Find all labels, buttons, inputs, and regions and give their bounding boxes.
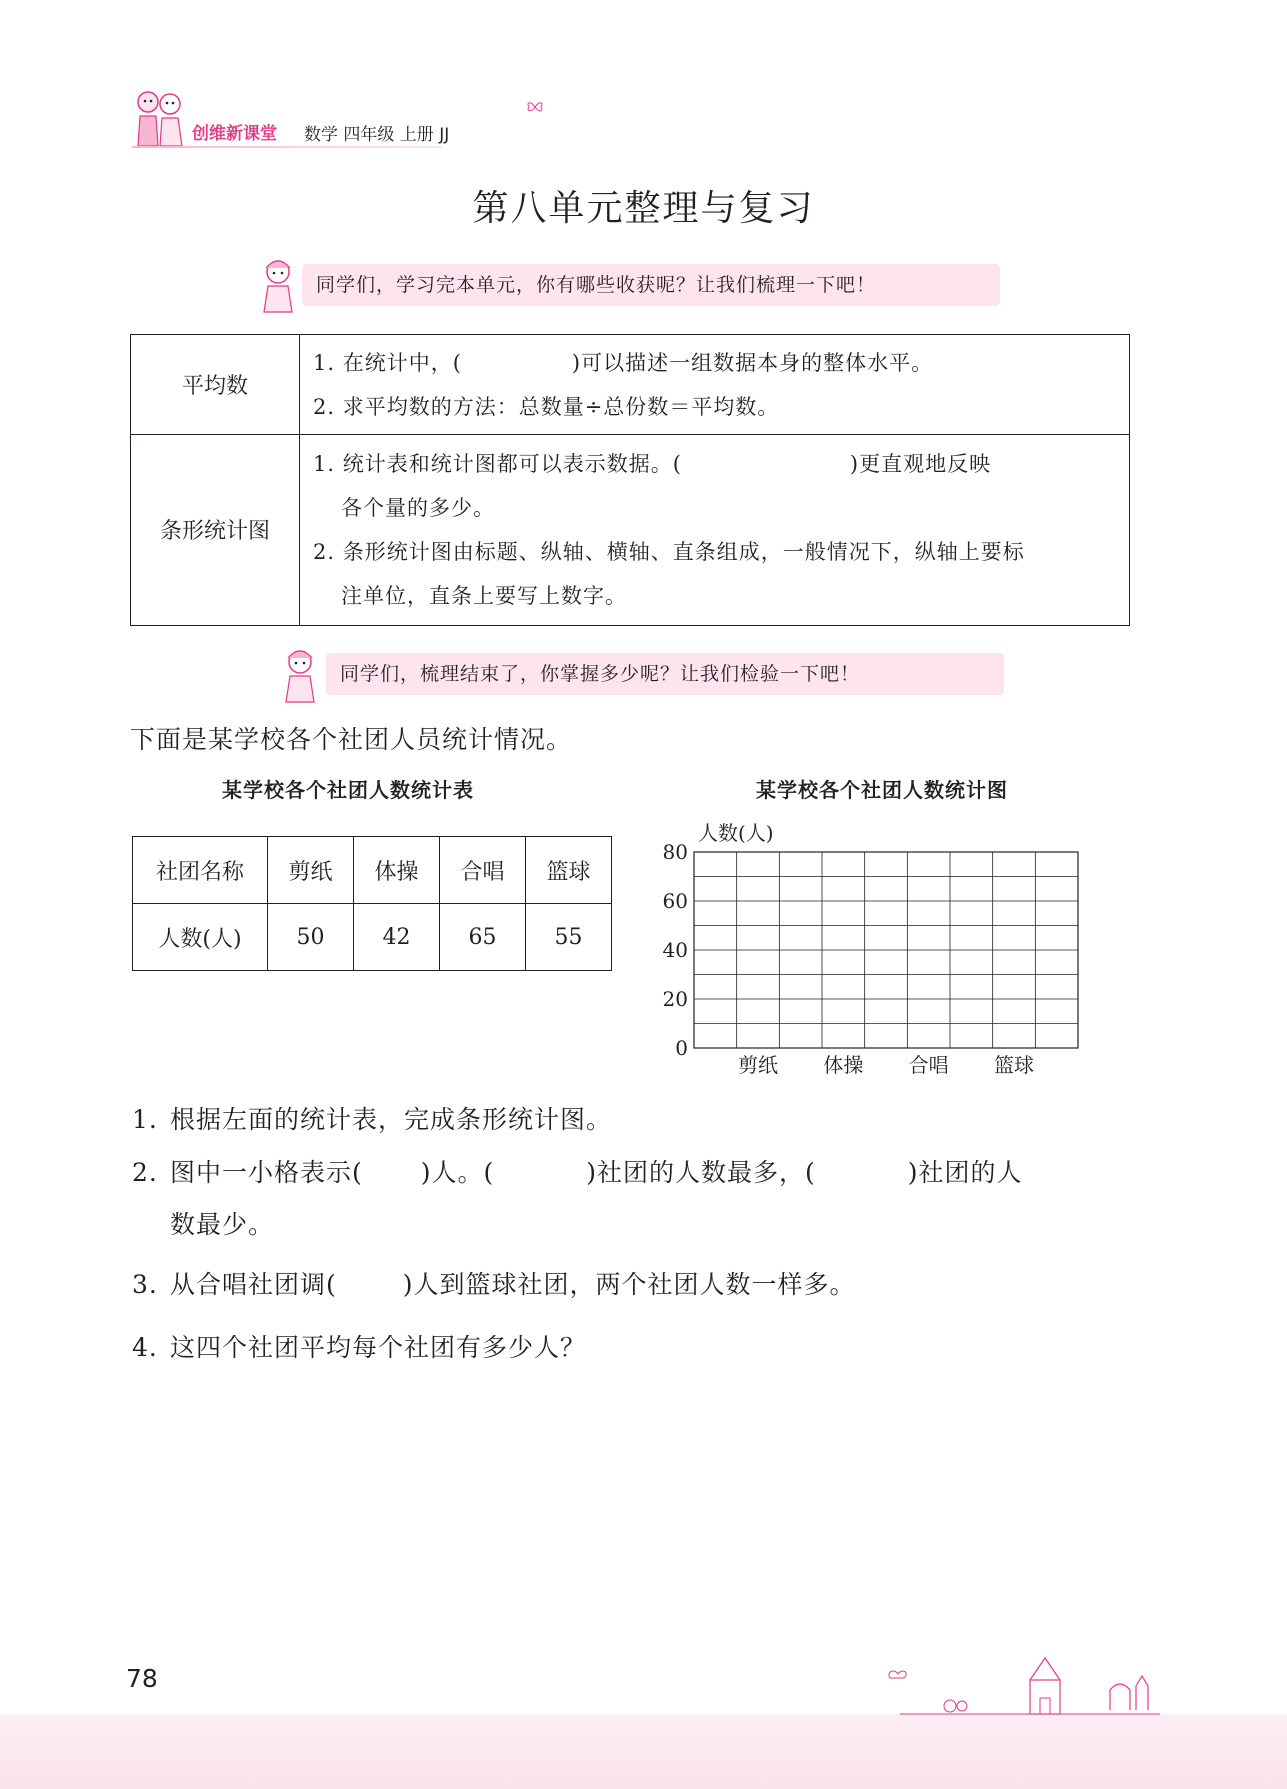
brand-label: 创维新课堂 — [192, 124, 277, 144]
table-header-cell: 合唱 — [440, 837, 526, 904]
table-row — [133, 904, 612, 971]
review-label-average: 平均数 — [131, 335, 300, 434]
review-row-bar-chart — [131, 434, 1129, 625]
table-header-cell: 体操 — [354, 837, 440, 904]
butterfly-icon — [526, 100, 544, 114]
review-line: 各个量的多少。 — [341, 496, 495, 520]
table-header-cell: 剪纸 — [268, 837, 354, 904]
table-header-row — [133, 837, 612, 904]
y-tick-label: 0 — [675, 1036, 688, 1060]
header-divider — [132, 146, 442, 148]
girl-mascot-icon — [256, 256, 300, 316]
footer-band — [0, 1714, 1287, 1789]
book-subtitle: 数学 四年级 上册 JJ — [304, 125, 450, 145]
x-tick-label: 篮球 — [994, 1053, 1034, 1077]
page-title: 第八单元整理与复习 — [472, 188, 815, 229]
club-stats-table — [132, 836, 612, 971]
x-tick-label: 体操 — [823, 1053, 864, 1077]
question-4: 4. 这四个社团平均每个社团有多少人？ — [132, 1333, 587, 1362]
y-tick-label: 60 — [662, 889, 688, 913]
y-tick-label: 40 — [662, 938, 688, 962]
review-line: 2. 求平均数的方法：总数量÷总份数＝平均数。 — [313, 395, 780, 419]
review-line: 1. 在统计中，( )可以描述一组数据本身的整体水平。 — [313, 351, 934, 375]
kids-mascot-icon — [130, 86, 188, 152]
chart-title: 某学校各个社团人数统计图 — [756, 778, 1008, 802]
x-tick-label: 剪纸 — [738, 1053, 778, 1077]
review-line: 1. 统计表和统计图都可以表示数据。( )更直观地反映 — [313, 452, 992, 476]
review-row-average — [131, 335, 1129, 435]
page-number: 78 — [126, 1664, 158, 1693]
y-tick-label: 80 — [662, 840, 688, 864]
castle-decoration-icon — [880, 1650, 1170, 1720]
table-header-cell: 社团名称 — [133, 837, 268, 904]
table-header-cell: 篮球 — [526, 837, 612, 904]
girl-mascot-icon — [278, 646, 322, 706]
table-cell: 55 — [526, 904, 612, 971]
prompt-bubble-check: 同学们，梳理结束了，你掌握多少呢？让我们检验一下吧！ — [326, 653, 1004, 695]
prompt-bubble-review: 同学们，学习完本单元，你有哪些收获呢？让我们梳理一下吧！ — [302, 264, 1000, 306]
review-line: 2. 条形统计图由标题、纵轴、横轴、直条组成，一般情况下，纵轴上要标 — [313, 540, 1025, 564]
table-cell: 65 — [440, 904, 526, 971]
review-line: 注单位，直条上要写上数字。 — [341, 584, 627, 608]
intro-text: 下面是某学校各个社团人员统计情况。 — [130, 725, 573, 754]
table-cell: 人数(人) — [133, 904, 268, 971]
question-1: 1. 根据左面的统计表，完成条形统计图。 — [132, 1105, 613, 1134]
review-label-bar-chart: 条形统计图 — [131, 434, 300, 625]
x-tick-label: 合唱 — [908, 1053, 949, 1077]
y-tick-label: 20 — [662, 987, 688, 1011]
bar-chart[interactable] — [650, 820, 1130, 1080]
question-3: 3. 从合唱社团调( )人到篮球社团，两个社团人数一样多。 — [132, 1270, 856, 1299]
table-caption: 某学校各个社团人数统计表 — [222, 778, 474, 802]
table-cell: 50 — [268, 904, 354, 971]
review-table — [130, 334, 1130, 626]
table-cell: 42 — [354, 904, 440, 971]
y-axis-label: 人数(人) — [698, 821, 774, 845]
question-2: 2. 图中一小格表示( )人。( )社团的人数最多，( )社团的人 数最少。 — [132, 1158, 1023, 1239]
